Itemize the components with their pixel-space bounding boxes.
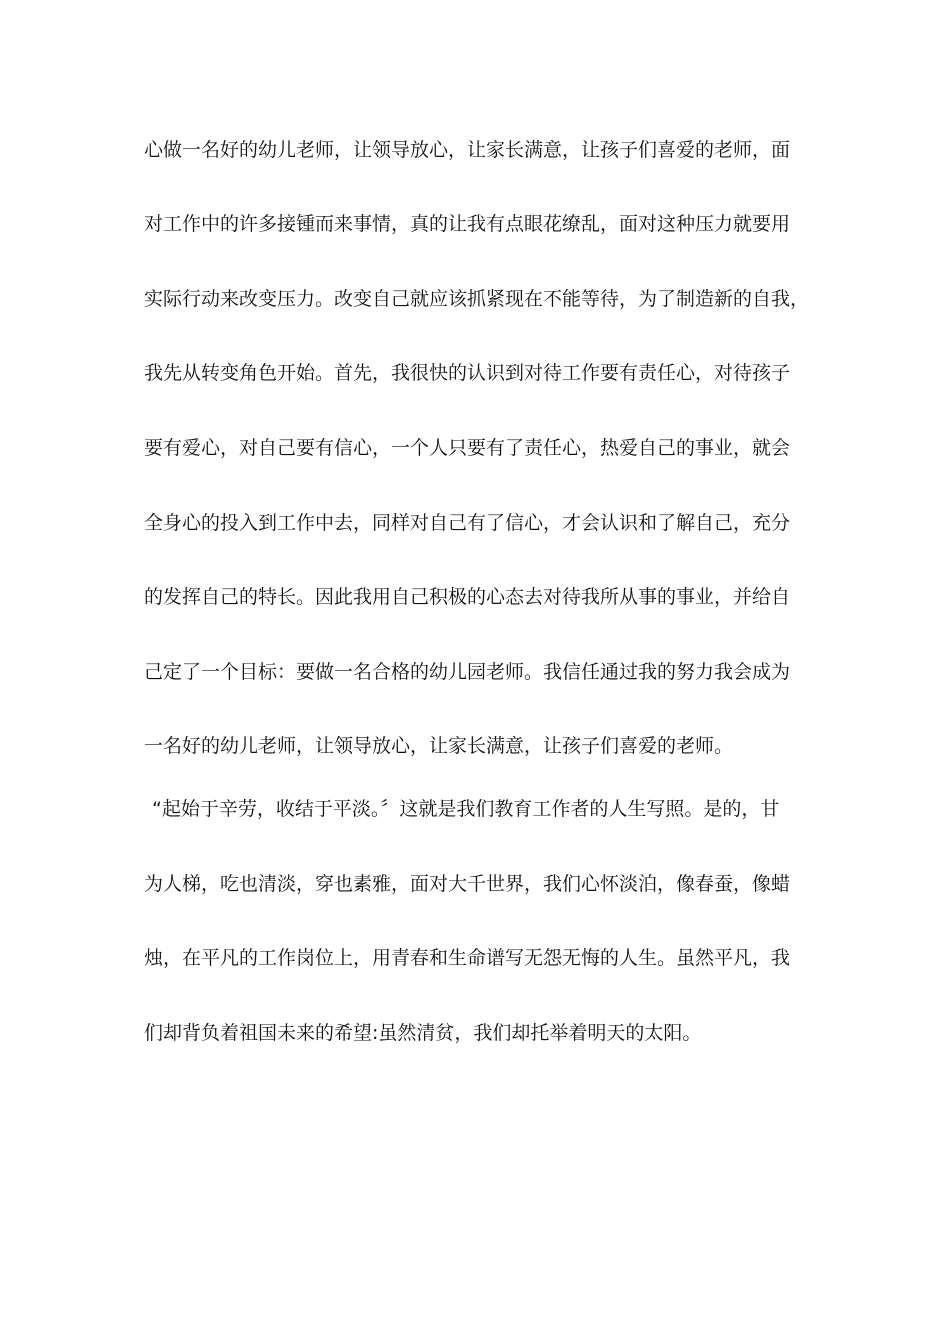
text-line-3: 实际行动来改变压力。改变自己就应该抓紧现在不能等待，为了制造新的自我， (144, 288, 810, 310)
text-line-10: “起始于辛劳，收结于平淡。〞这就是我们教育工作者的人生写照。是的，甘 (152, 798, 780, 820)
text-line-4: 我先从转变角色开始。首先，我很快的认识到对待工作要有责任心，对待孩子 (144, 362, 791, 384)
text-line-6: 全身心的投入到工作中去，同样对自己有了信心，才会认识和了解自己，充分 (144, 512, 791, 534)
text-line-5: 要有爱心，对自己要有信心，一个人只要有了责任心，热爱自己的事业，就会 (144, 437, 791, 459)
text-line-7: 的发挥自己的特长。因此我用自己积极的心态去对待我所从事的事业，并给自 (144, 586, 791, 608)
text-line-13: 们却背负着祖国未来的希望:虽然清贫，我们却托举着明天的太阳。 (144, 1022, 702, 1044)
text-line-8: 己定了一个目标：要做一名合格的幼儿园老师。我信任通过我的努力我会成为 (144, 661, 791, 683)
text-line-2: 对工作中的许多接锺而来事情，真的让我有点眼花缭乱，面对这种压力就要用 (144, 213, 791, 235)
text-line-9: 一名好的幼儿老师，让领导放心，让家长满意，让孩子们喜爱的老师。 (144, 735, 734, 757)
text-line-12: 烛，在平凡的工作岗位上，用青春和生命谱写无怨无悔的人生。虽然平凡，我 (144, 947, 791, 969)
text-line-11: 为人梯，吃也清淡，穿也素雅，面对大千世界，我们心怀淡泊，像春蚕，像蜡 (144, 873, 791, 895)
text-line-1: 心做一名好的幼儿老师，让领导放心，让家长满意，让孩子们喜爱的老师，面 (144, 139, 791, 161)
